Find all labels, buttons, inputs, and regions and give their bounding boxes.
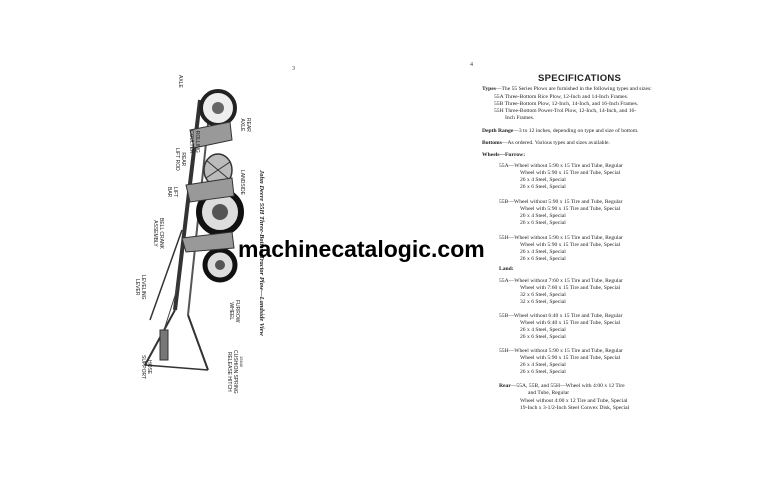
type-item: 55B Three-Bottom Plow, 12-Inch, 14-Inch, and 16-Inch Frames. <box>494 101 639 107</box>
model-label: 55A <box>499 163 509 169</box>
types-text: —The 55 Series Plows are furnished in the following types and sizes: <box>495 86 652 92</box>
spec-line: —Wheel without 5:90 x 15 Tire and Tube, Regular <box>508 199 623 205</box>
model-label: 55H <box>499 348 509 354</box>
callout-cushion-spring: CUSHION SPRING RELEASE HITCH <box>226 350 238 394</box>
spec-line: —Wheel without 5:90 x 15 Tire and Tube, Regular <box>508 163 623 169</box>
spec-line: 26 x 6 Steel, Special <box>520 184 566 190</box>
land-label: Land: <box>499 266 514 272</box>
callout-axle: AXLE <box>177 75 183 88</box>
spec-line: 26 x 4 Steel, Special <box>520 213 566 219</box>
bottoms-label: Bottoms <box>482 140 502 146</box>
type-item: 55H Three-Bottom Power-Trol Plow, 12-Inch, 14-Inch, and 16- <box>494 108 637 114</box>
spec-line: 32 x 6 Steel, Special <box>520 292 566 298</box>
bottoms-line <box>482 140 610 147</box>
type-item: Inch Frames. <box>505 115 535 121</box>
spec-line: —55A, 55B, and 55H—Wheel with 4:00 x 12 Tire <box>510 383 625 389</box>
spec-line: Wheel with 6:40 x 15 Tire and Tube, Special <box>520 320 621 326</box>
spec-line: 19-Inch x 3-1/2-Inch Steel Convex Disk, Special <box>520 405 630 411</box>
spec-line: Wheel with 5:90 x 15 Tire and Tube, Special <box>520 242 621 248</box>
spec-line: 26 x 6 Steel, Special <box>520 256 566 262</box>
page-number-left: 3 <box>292 66 295 72</box>
callout-lift-bar: LIFT BAR <box>166 187 178 198</box>
spec-line: Wheel with 5:90 x 15 Tire and Tube, Special <box>520 206 621 212</box>
model-label: 55A <box>499 278 509 284</box>
callout-rear-lift-rod: REAR LIFT ROD <box>174 148 186 171</box>
spec-line: 26 x 4 Steel, Special <box>520 362 566 368</box>
figure-number: 15640 <box>239 356 244 368</box>
spec-line: Wheel with 7:60 x 15 Tire and Tube, Special <box>520 285 621 291</box>
specifications-heading: SPECIFICATIONS <box>538 73 622 84</box>
spec-line: 26 x 4 Steel, Special <box>520 249 566 255</box>
callout-hose-support: HOSE SUPPORT <box>140 355 152 380</box>
model-label: 55B <box>499 199 509 205</box>
spec-line: Wheel with 5:90 x 15 Tire and Tube, Special <box>520 170 621 176</box>
spec-line: 26 x 4 Steel, Special <box>520 177 566 183</box>
furrow-wheel <box>205 250 235 280</box>
rear-wheel <box>201 91 235 125</box>
callout-bell-crank: BELL CRANK ASSEMBLY <box>152 218 164 249</box>
spec-line: Wheel without 4:00 x 12 Tire and Tube, Special <box>520 398 628 404</box>
bottoms-text: —As ordered. Various types and sizes available. <box>501 140 610 146</box>
spec-line: and Tube, Regular <box>528 390 570 396</box>
spec-line: —Wheel without 5:90 x 15 Tire and Tube, Regular <box>508 235 623 241</box>
depth-text: —3 to 12 inches, depending on type and size of bottom. <box>513 128 639 134</box>
spec-line: 26 x 6 Steel, Special <box>520 220 566 226</box>
spec-line: —Wheel without 5:90 x 15 Tire and Tube, Regular <box>508 348 623 354</box>
model-label: 55H <box>499 235 509 241</box>
model-label: 55B <box>499 313 509 319</box>
wheels-furrow-label: Wheels—Furrow: <box>482 152 526 158</box>
spec-line: 26 x 6 Steel, Special <box>520 334 566 340</box>
spec-line: —Wheel without 6:40 x 15 Tire and Tube, Regular <box>508 313 623 319</box>
spec-line: 26 x 6 Steel, Special <box>520 369 566 375</box>
spec-line: 26 x 4 Steel, Special <box>520 327 566 333</box>
rear-label: Rear <box>499 383 511 389</box>
types-label: Types <box>482 86 496 92</box>
callout-rear-axle: REAR AXLE <box>239 118 251 132</box>
spec-line: Wheel with 5:90 x 15 Tire and Tube, Special <box>520 355 621 361</box>
callout-furrow-wheel: FURROW WHEEL <box>228 300 240 323</box>
callout-leveling-lever: LEVELING LEVER <box>134 275 146 300</box>
depth-line <box>482 128 638 135</box>
spec-line: 32 x 6 Steel, Special <box>520 299 566 305</box>
plow-illustration <box>120 60 270 380</box>
figure-caption: John Deere 55H Three-Bottom Tractor Plow—Landside View <box>258 170 265 336</box>
depth-label: Depth Range <box>482 128 514 134</box>
type-item: 55A Three-Bottom Rice Plow, 12-Inch and 14-Inch Frames. <box>494 94 629 100</box>
spec-line: —Wheel without 7:60 x 15 Tire and Tube, Regular <box>508 278 623 284</box>
watermark: machinecatalogic.com <box>238 236 485 262</box>
types-line <box>482 86 652 93</box>
callout-landside: LANDSIDE <box>239 170 245 196</box>
callout-rolling-coulter: ROLLING COULTER <box>188 130 200 154</box>
page-number-right: 4 <box>470 62 473 68</box>
